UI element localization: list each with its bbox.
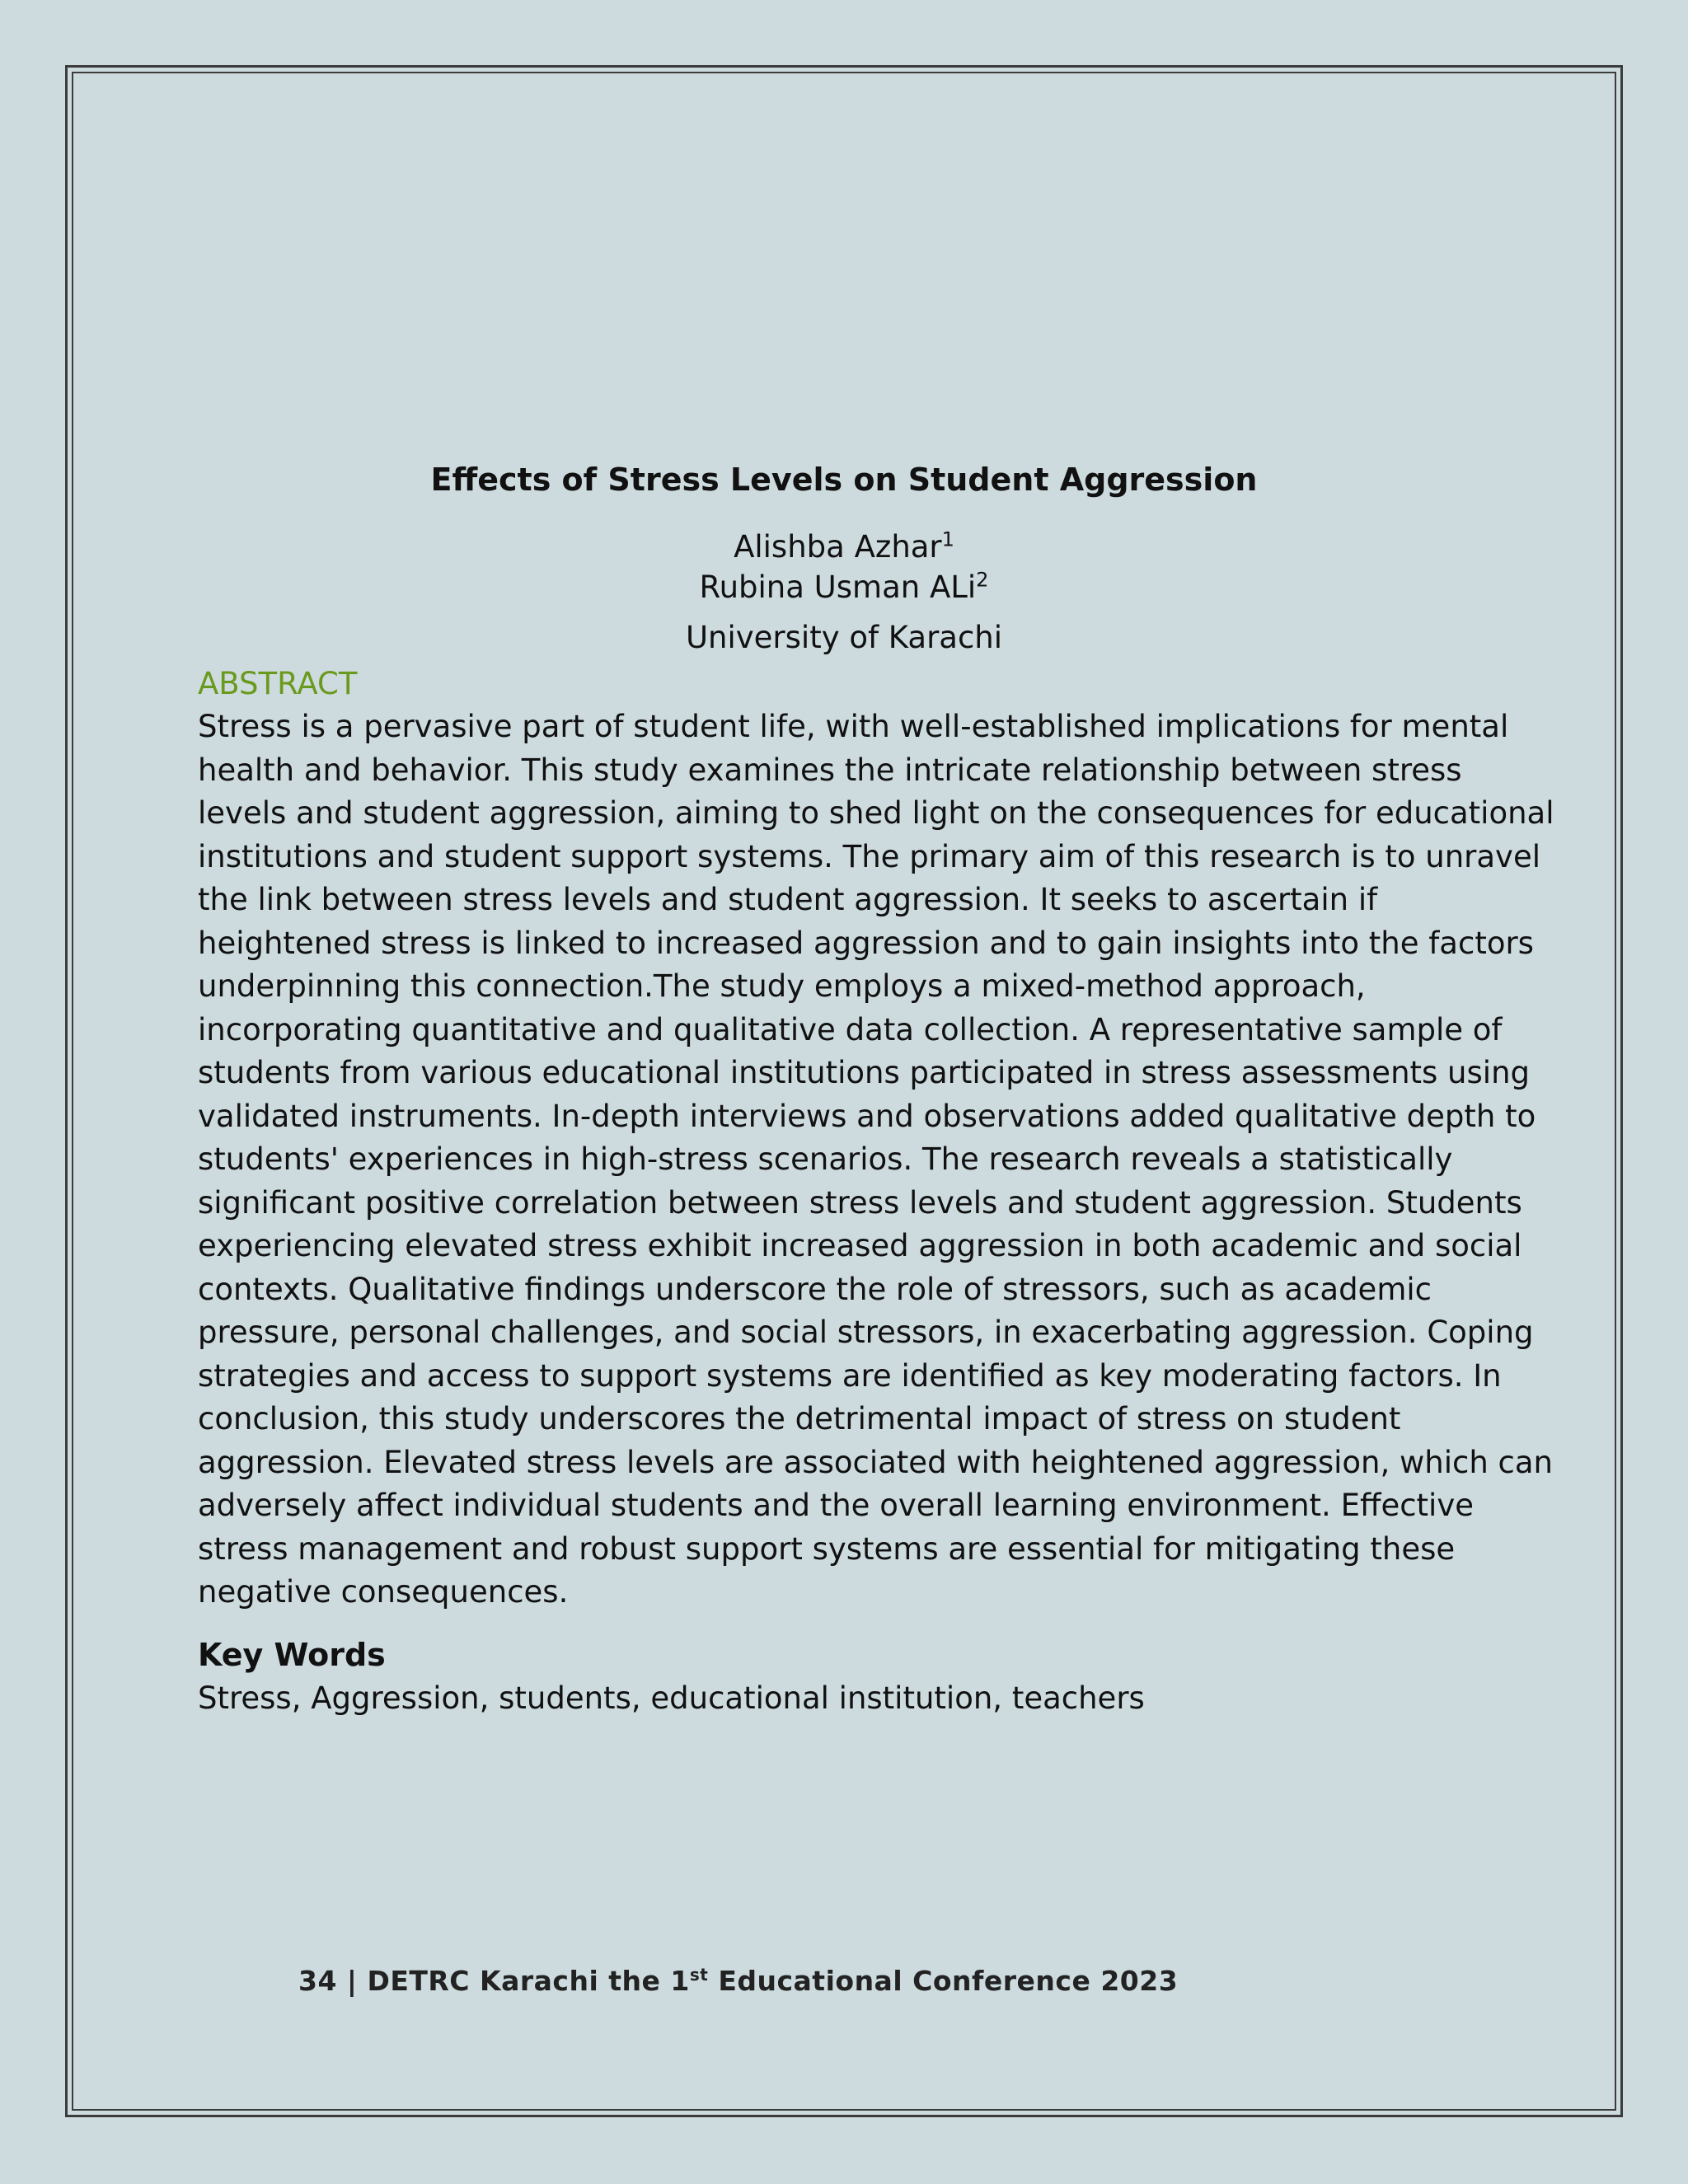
keywords-list: Stress, Aggression, students, educational institution, teachers: [198, 1680, 1145, 1716]
abstract-line: incorporating quantitative and qualitative data collection. A representative sample of: [198, 1011, 1503, 1047]
abstract-line: heightened stress is linked to increased aggression and to gain insights into the factors: [198, 925, 1534, 961]
affiliation: University of Karachi: [685, 620, 1003, 655]
abstract-line: adversely affect individual students and the overall learning environment. Effective: [198, 1488, 1475, 1523]
abstract-line: validated instruments. In-depth interviews and observations added qualitative depth to: [198, 1098, 1536, 1134]
abstract-line: contexts. Qualitative findings underscore the role of stressors, such as academic: [198, 1271, 1432, 1307]
footer-superscript: st: [689, 1965, 709, 1985]
author-2: [0, 568, 1688, 607]
footer-suffix: Educational Conference 2023: [708, 1965, 1179, 1997]
abstract-line: negative consequences.: [198, 1574, 569, 1610]
footer-prefix: 34 | DETRC Karachi the 1: [298, 1965, 690, 1997]
abstract-line: conclusion, this study underscores the detrimental impact of stress on student: [198, 1401, 1401, 1436]
author-marker: 1: [941, 527, 954, 551]
abstract-body: [198, 705, 1554, 1615]
abstract-line: students from various educational institutions participated in stress assessments using: [198, 1055, 1531, 1090]
abstract-line: underpinning this connection.The study employs a mixed-method approach,: [198, 968, 1366, 1004]
abstract-line: significant positive correlation between stress levels and student aggression. Students: [198, 1184, 1522, 1221]
abstract-line: the link between stress levels and student aggression. It seeks to ascertain if: [198, 882, 1378, 917]
abstract-line: health and behavior. This study examines the intricate relationship between stress: [198, 752, 1462, 788]
abstract-line: Stress is a pervasive part of student life, with well-established implications for mental: [198, 709, 1509, 744]
abstract-line: students' experiences in high-stress scenarios. The research reveals a statistically: [198, 1141, 1453, 1177]
author-name: Rubina Usman ALi: [699, 569, 977, 605]
abstract-line: levels and student aggression, aiming to shed light on the consequences for educational: [198, 795, 1554, 831]
paper-title: Effects of Stress Levels on Student Aggression: [430, 462, 1258, 498]
abstract-line: stress management and robust support systems are essential for mitigating these: [198, 1530, 1456, 1567]
author-name: Alishba Azhar: [734, 529, 942, 565]
abstract-heading: ABSTRACT: [198, 666, 358, 701]
abstract-line: pressure, personal challenges, and social stressors, in exacerbating aggression. Coping: [198, 1315, 1534, 1350]
abstract-line: strategies and access to support systems are identified as key moderating factors. In: [198, 1357, 1502, 1394]
author-marker: 2: [976, 568, 989, 592]
abstract-line: aggression. Elevated stress levels are associated with heightened aggression, which can: [198, 1444, 1554, 1480]
page-footer: [298, 1963, 1178, 1999]
abstract-line: experiencing elevated stress exhibit increased aggression in both academic and social: [198, 1228, 1522, 1263]
abstract-line: institutions and student support systems. The primary aim of this research is to unravel: [198, 838, 1540, 874]
keywords-heading: Key Words: [198, 1637, 386, 1673]
author-1: [0, 527, 1688, 567]
